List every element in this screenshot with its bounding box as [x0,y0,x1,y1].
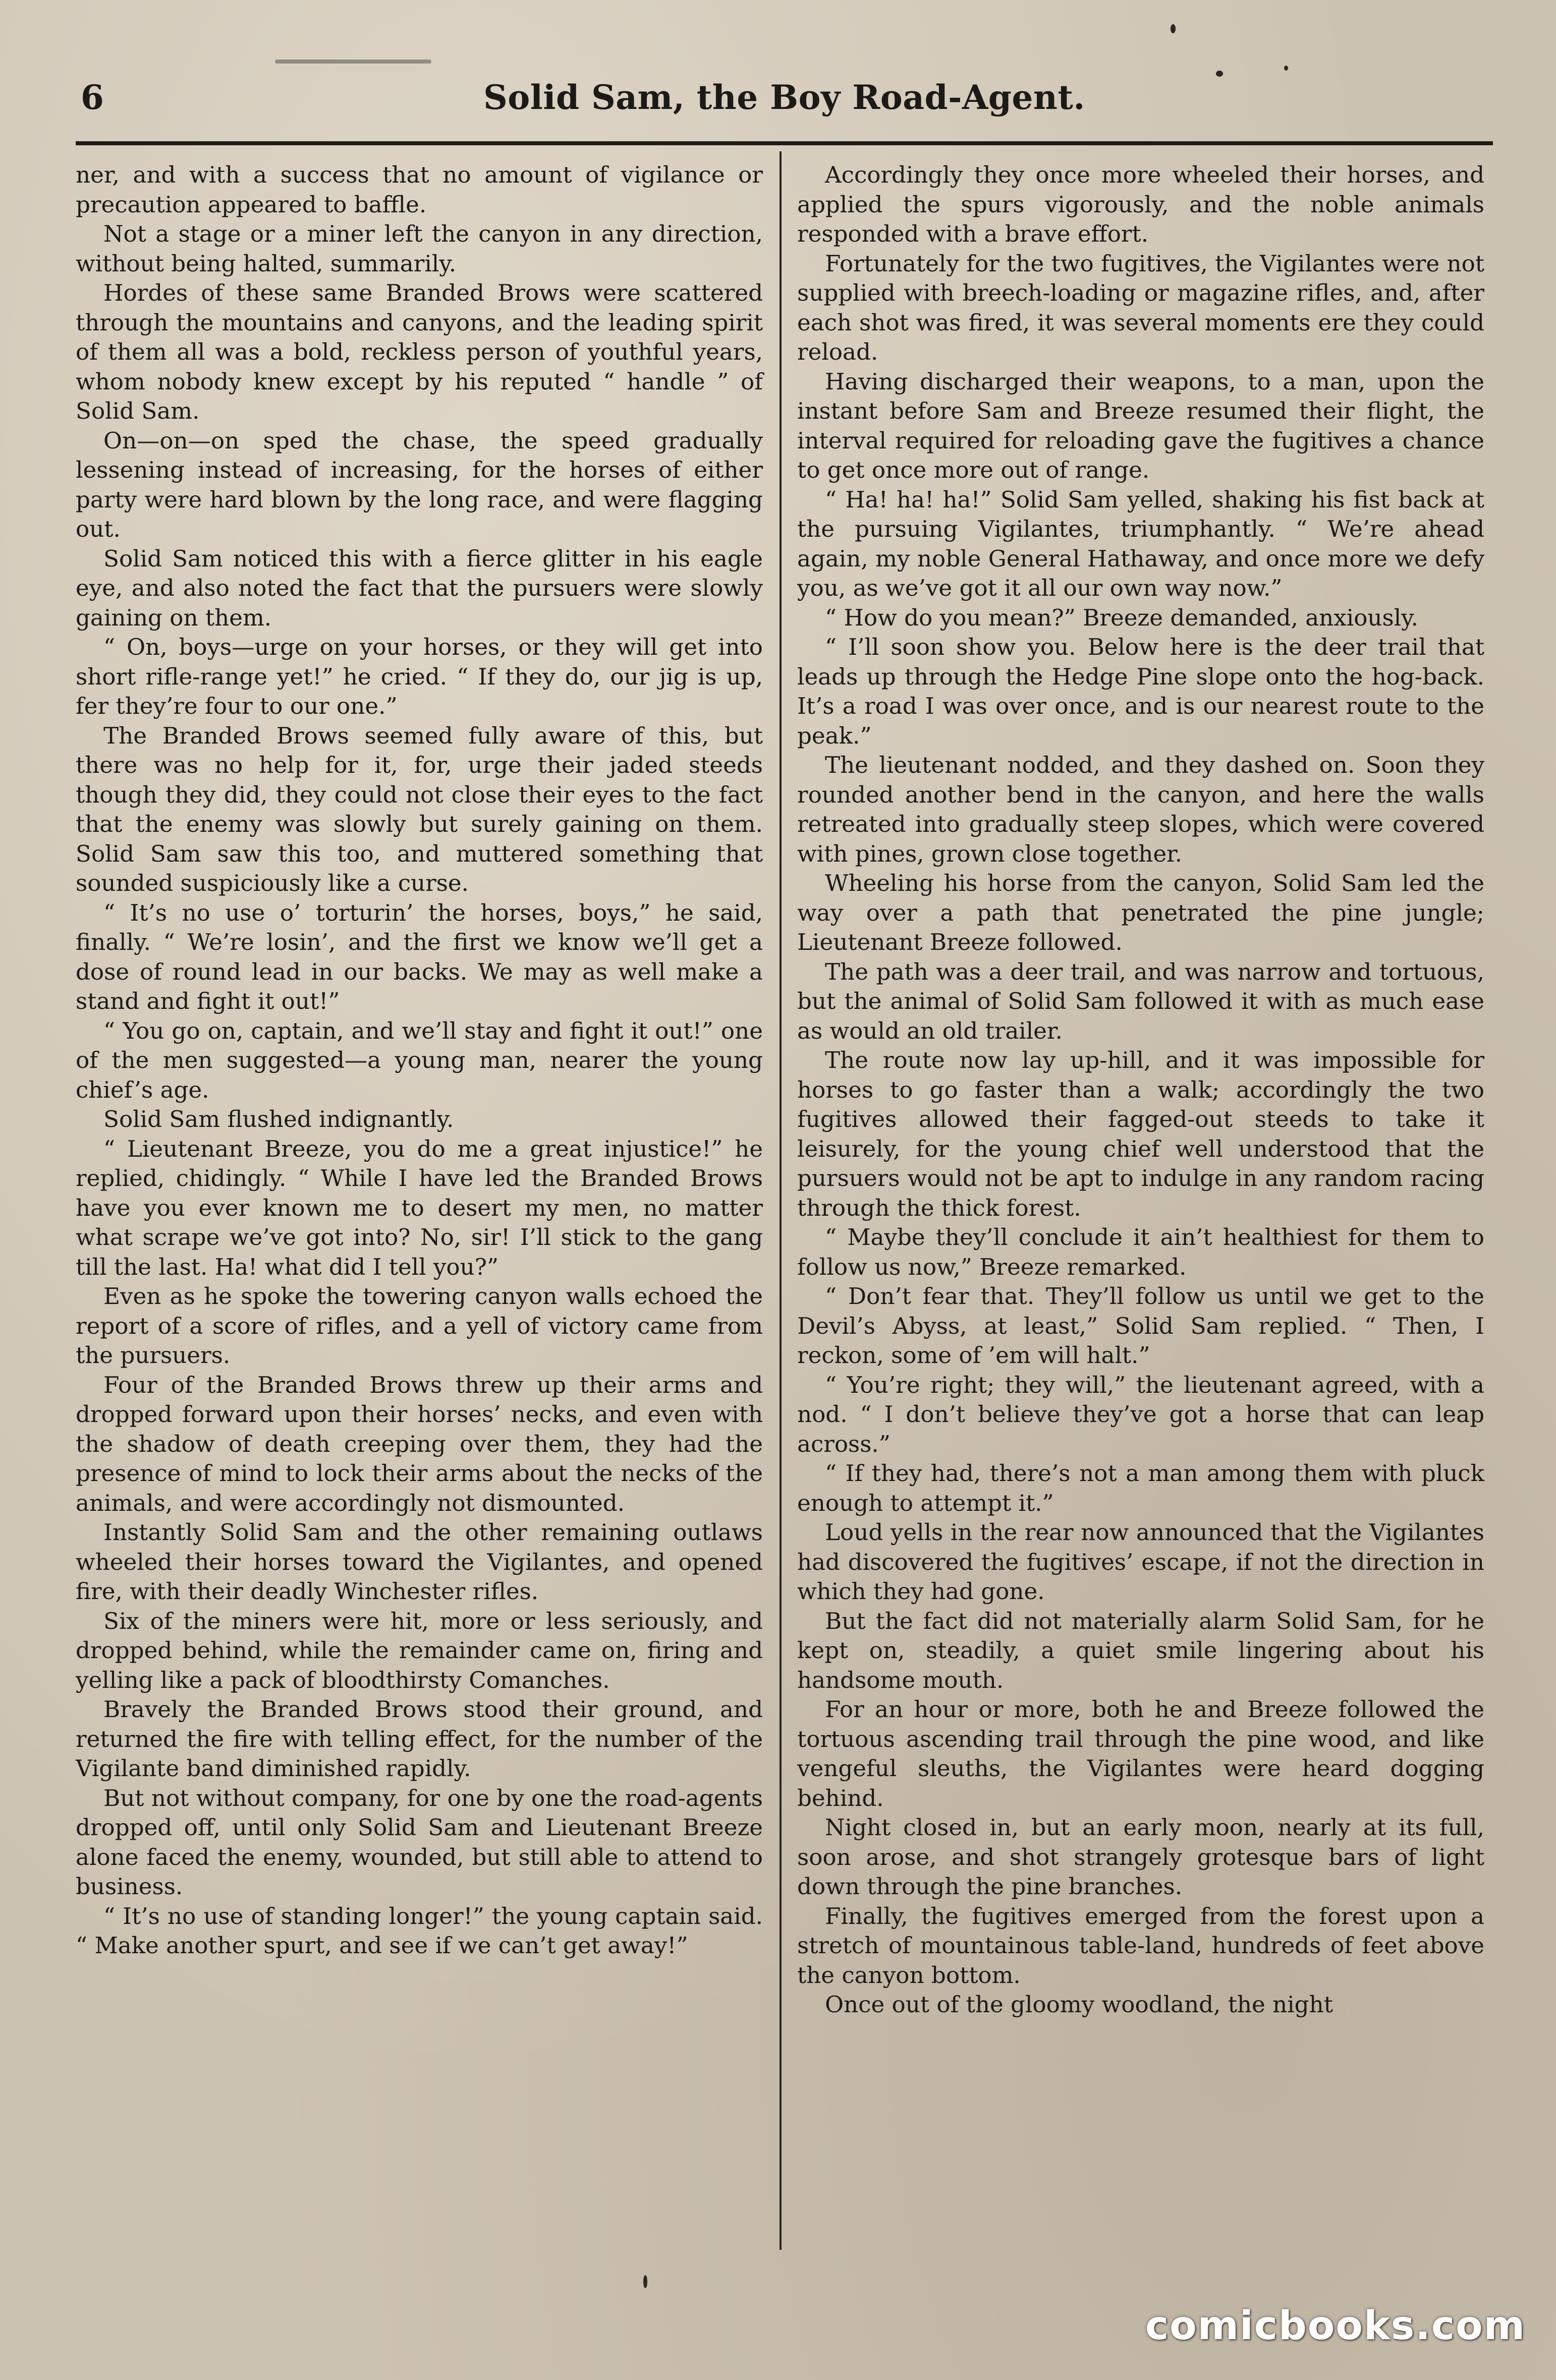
column-divider [780,151,782,2250]
paragraph: Once out of the gloomy woodland, the night [825,1991,1333,2018]
paragraph: Even as he spoke the towering canyon walls echoed the report of a score of rifles, and a yell of victory came from the pursuers. [76,1283,763,1369]
paragraph: “ Don’t fear that. They’ll follow us until we get to the Devil’s Abyss, at least,” Solid Sam replied. “ Then, I reckon, some of ’em will halt.” [797,1283,1484,1369]
paragraph: Fortunately for the two fugitives, the Vigilantes were not supplied with breech-loading or magazine rifles, and, after each shot was fired, it was several moments ere they could reload. [797,250,1484,365]
paragraph: Not a stage or a miner left the canyon in any direction, without being halted, summarily. [76,220,763,277]
paragraph: “ Maybe they’ll conclude it ain’t healthiest for them to follow us now,” Breeze remarked. [797,1224,1484,1280]
running-title: Solid Sam, the Boy Road-Agent. [483,78,1085,117]
paragraph: “ Lieutenant Breeze, you do me a great injustice!” he replied, chidingly. “ While I have led the Branded Brows have you ever known me to desert my men, no matter what scrape we’ve got into? No, sir! I’ll stick to the gang till the last. Ha! what did I tell you?” [76,1135,763,1280]
paragraph: “ I’ll soon show you. Below here is the deer trail that leads up through the Hedge Pine slope onto the hog-back. It’s a road I was over once, and is our nearest route to the peak.” [797,634,1484,749]
paragraph: “ Ha! ha! ha!” Solid Sam yelled, shaking his fist back at the pursuing Vigilantes, triumphantly. “ We’re ahead again, my noble General Hathaway, and once more we defy you, as we’ve got it all our own way now.” [797,486,1484,601]
paragraph: The Branded Brows seemed fully aware of this, but there was no help for it, for, urge their jaded steeds though they did, they could not close their eyes to the fact that the enemy was slowly but surely gaining on them. Solid Sam saw this too, and muttered something that sounded suspiciously like a curse. [76,722,763,896]
ink-speck [1284,66,1288,71]
paragraph: The path was a deer trail, and was narrow and tortuous, but the animal of Solid Sam followed it with as much ease as would an old trailer. [797,958,1484,1044]
paragraph: The lieutenant nodded, and they dashed on. Soon they rounded another bend in the canyon, and here the walls retreated into gradually steep slopes, which were covered with pines, grown close together. [797,752,1484,867]
ink-speck [643,2275,647,2288]
paragraph: Bravely the Branded Brows stood their ground, and returned the fire with telling effect, for the number of the Vigilante band diminished rapidly. [76,1696,763,1782]
paragraph: “ It’s no use o’ torturin’ the horses, boys,” he said, finally. “ We’re losin’, and the first we know we’ll get a dose of round lead in our backs. We may as well make a stand and fight it out!” [76,899,763,1014]
left-column [76,160,763,1961]
ink-smudge [275,60,431,64]
paragraph: Six of the miners were hit, more or less seriously, and dropped behind, while the remainder came on, firing and yelling like a pack of bloodthirsty Comanches. [76,1607,763,1693]
paragraph: Hordes of these same Branded Brows were scattered through the mountains and canyons, and the leading spirit of them all was a bold, reckless person of youthful years, whom nobody knew except by his reputed “ handle ” of Solid Sam. [76,279,763,424]
header-rule [76,141,1493,145]
paragraph: Night closed in, but an early moon, nearly at its full, soon arose, and shot strangely grotesque bars of light down through the pine branches. [797,1814,1484,1900]
paragraph: Four of the Branded Brows threw up their arms and dropped forward upon their horses’ necks, and even with the shadow of death creeping over them, they had the presence of mind to lock their arms about the necks of the animals, and were accordingly not dismounted. [76,1371,763,1516]
paragraph: “ On, boys—urge on your horses, or they will get into short rifle-range yet!” he cried. “ If they do, our jig is up, fer they’re four to our one.” [76,634,763,719]
paragraph: “ If they had, there’s not a man among them with pluck enough to attempt it.” [797,1460,1484,1516]
paragraph: Wheeling his horse from the canyon, Solid Sam led the way over a path that penetrated the pine jungle; Lieutenant Breeze followed. [797,870,1484,955]
paragraph: “ You’re right; they will,” the lieutenant agreed, with a nod. “ I don’t believe they’ve got a horse that can leap across.” [797,1371,1484,1457]
paragraph: But the fact did not materially alarm Solid Sam, for he kept on, steadily, a quiet smile lingering about his handsome mouth. [797,1607,1484,1693]
paragraph: “ How do you mean?” Breeze demanded, anxiously. [825,604,1419,631]
paragraph: For an hour or more, both he and Breeze followed the tortuous ascending trail through the pine wood, and like vengeful sleuths, the Vigilantes were heard dogging behind. [797,1696,1484,1811]
paragraph: Finally, the fugitives emerged from the forest upon a stretch of mountainous table-land, hundreds of feet above the canyon bottom. [797,1902,1484,1989]
page-number: 6 [81,78,104,117]
paragraph: But not without company, for one by one the road-agents dropped off, until only Solid Sam and Lieutenant Breeze alone faced the enemy, wounded, but still able to attend to business. [76,1784,763,1900]
paragraph: Solid Sam noticed this with a fierce glitter in his eagle eye, and also noted the fact that the pursuers were slowly gaining on them. [76,545,763,631]
paragraph: Solid Sam flushed indignantly. [103,1106,454,1132]
paragraph: Instantly Solid Sam and the other remaining outlaws wheeled their horses toward the Vigilantes, and opened fire, with their deadly Winchester rifles. [76,1519,763,1605]
right-column [797,160,1484,2020]
paragraph: ner, and with a success that no amount of vigilance or precaution appeared to baffle. [76,161,763,218]
ink-speck [1171,24,1176,33]
paragraph: Accordingly they once more wheeled their horses, and applied the spurs vigorously, and the noble animals responded with a brave effort. [797,161,1484,247]
site-watermark: comicbooks.com [1145,2303,1526,2349]
paragraph: The route now lay up-hill, and it was impossible for horses to go faster than a walk; accordingly the two fugitives allowed their fagged-out steeds to take it leisurely, for the young chief well understood that the pursuers would not be apt to indulge in any random racing through the thick forest. [797,1047,1484,1221]
page-header [76,76,1493,131]
paragraph: “ You go on, captain, and we’ll stay and fight it out!” one of the men suggested—a young man, nearer the young chief’s age. [76,1017,763,1103]
paragraph: “ It’s no use of standing longer!” the young captain said. “ Make another spurt, and see if we can’t get away!” [76,1902,763,1959]
paragraph: Having discharged their weapons, to a man, upon the instant before Sam and Breeze resumed their flight, the interval required for reloading gave the fugitives a chance to get once more out of range. [797,368,1484,483]
paragraph: Loud yells in the rear now announced that the Vigilantes had discovered the fugitives’ escape, if not the direction in which they had gone. [797,1519,1484,1605]
paragraph: On—on—on sped the chase, the speed gradually lessening instead of increasing, for the horses of either party were hard blown by the long race, and were flagging out. [76,427,763,542]
